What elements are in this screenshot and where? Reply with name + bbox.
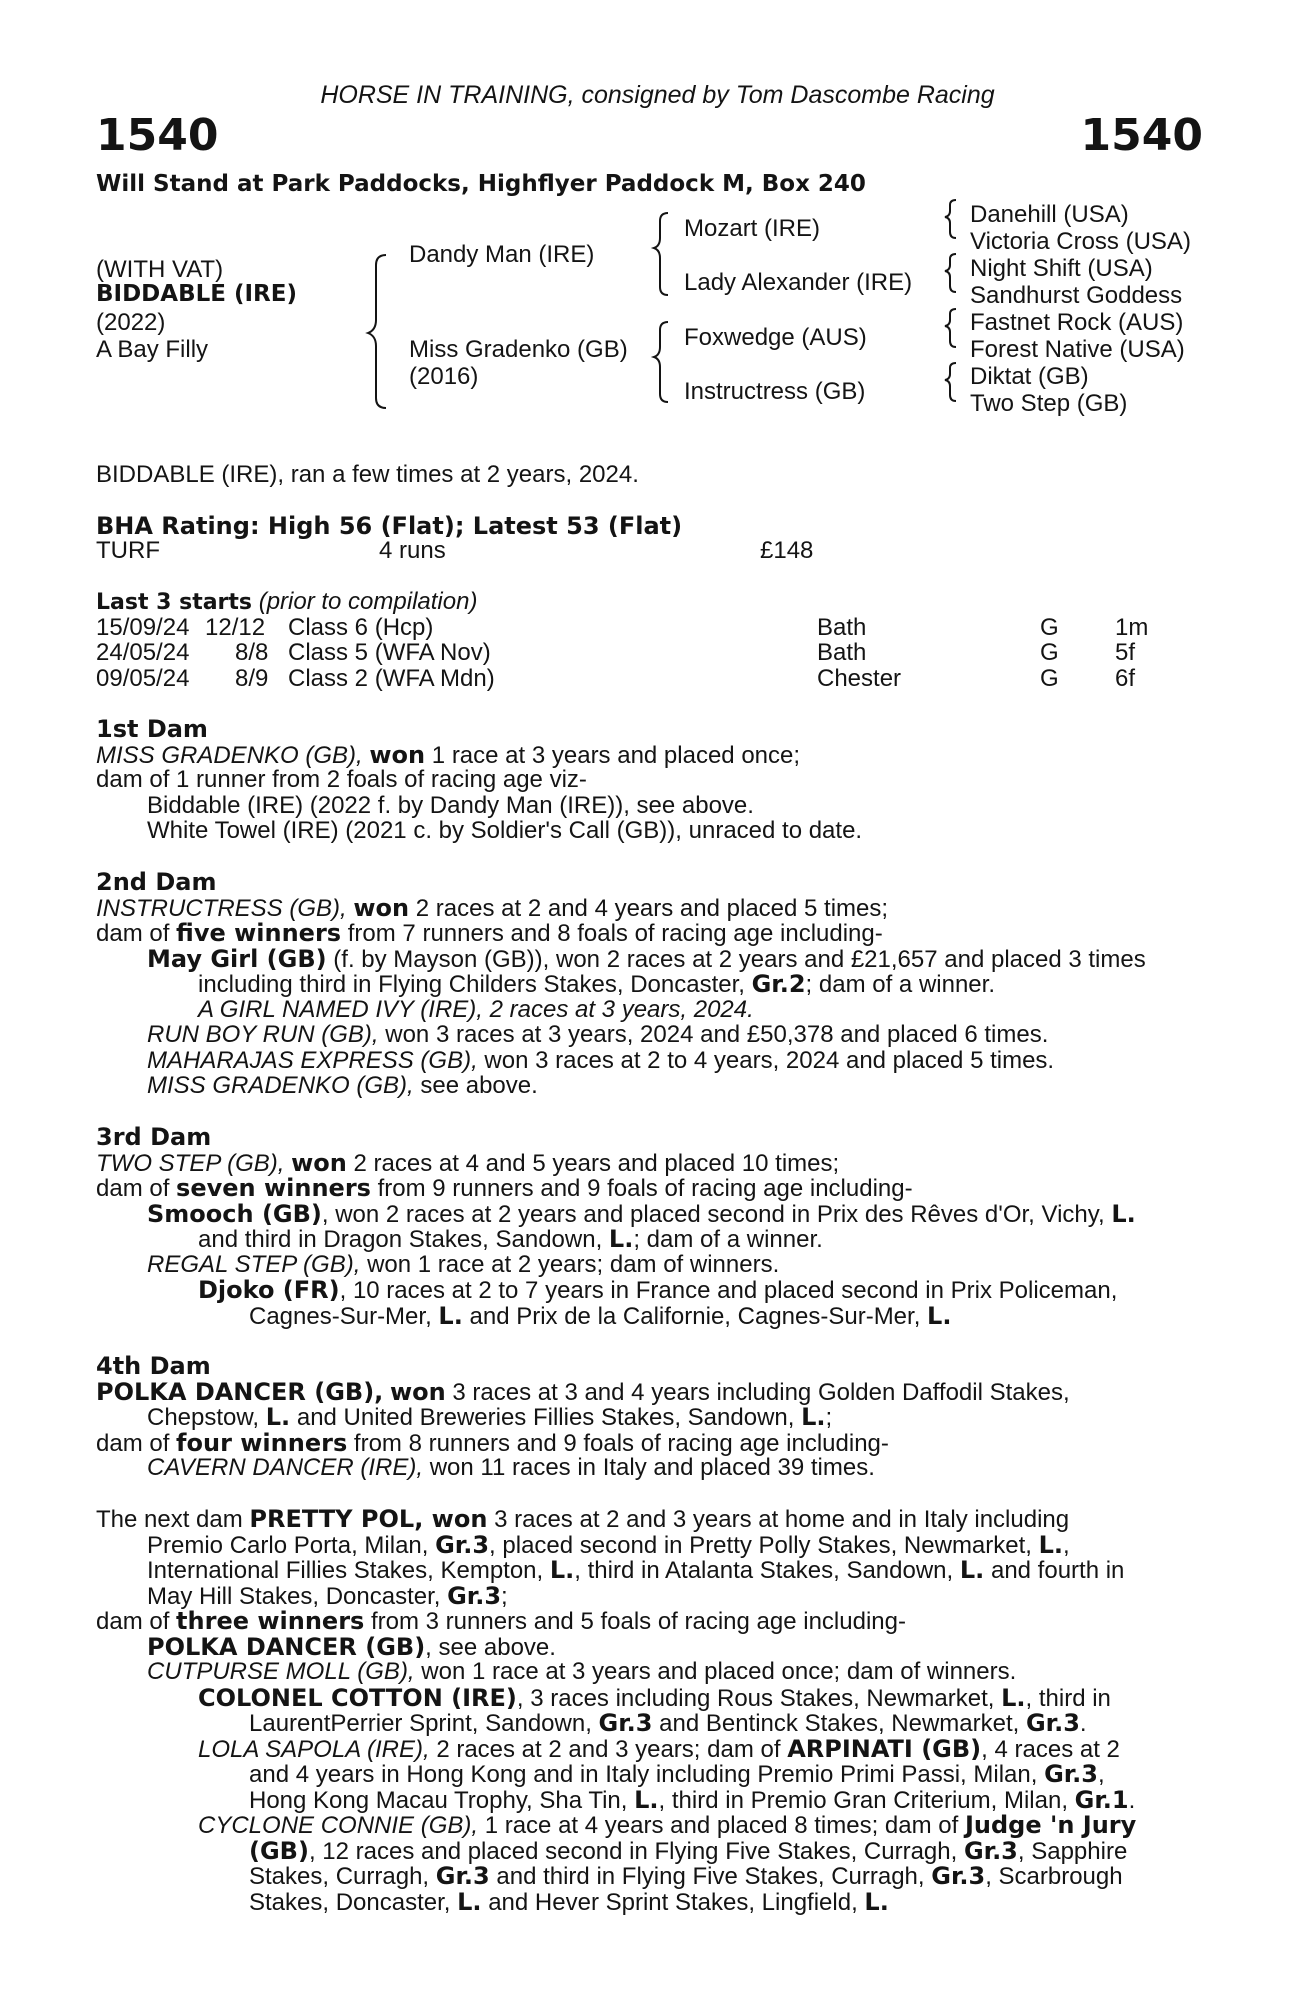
next-dam-grandfoal-cont: (GB), 12 races and placed second in Flying Five Stakes, Curragh, Gr.3, Sapphire <box>249 1837 1128 1865</box>
second-dam-heading: 2nd Dam <box>96 868 217 896</box>
fourth-dam-heading: 4th Dam <box>96 1352 211 1380</box>
pedigree-gg-2: Victoria Cross (USA) <box>970 228 1191 255</box>
pedigree-gg-1: Danehill (USA) <box>970 201 1129 228</box>
pedigree-dam-dam: Instructress (GB) <box>684 378 866 405</box>
pedigree-gg-8: Two Step (GB) <box>970 390 1128 417</box>
pedigree-sire: Dandy Man (IRE) <box>409 241 595 268</box>
next-dam-line: The next dam PRETTY POL, won 3 races at 2 and 3 years at home and in Italy including <box>96 1505 1070 1533</box>
main-brace <box>368 255 386 408</box>
next-dam-line-cont: International Fillies Stakes, Kempton, L., third in Atalanta Stakes, Sandown, L. and fourth in <box>147 1556 1125 1584</box>
pedigree-dam-year: (2016) <box>409 363 479 390</box>
fourth-dam-line-cont: Chepstow, L. and United Breweries Fillies Stakes, Sandown, L.; <box>147 1403 833 1431</box>
dam-brace <box>654 322 668 402</box>
second-dam-foal: MAHARAJAS EXPRESS (GB), won 3 races at 2 to 4 years, 2024 and placed 5 times. <box>147 1047 1055 1074</box>
third-dam-foal-cont: and third in Dragon Stakes, Sandown, L.; dam of a winner. <box>198 1225 823 1253</box>
lot-number-left: 1540 <box>96 110 219 161</box>
pedigree-gg-7: Diktat (GB) <box>970 363 1089 390</box>
next-dam-grandfoal-cont: and 4 years in Hong Kong and in Italy including Premio Primi Passi, Milan, Gr.3, <box>249 1760 1105 1788</box>
fourth-dam-line: POLKA DANCER (GB), won 3 races at 3 and 4 years including Golden Daffodil Stakes, <box>96 1378 1070 1406</box>
second-dam-produce-line: dam of five winners from 7 runners and 8 foals of racing age including- <box>96 919 883 947</box>
first-dam-heading: 1st Dam <box>96 715 208 743</box>
third-dam-grandfoal: Djoko (FR), 10 races at 2 to 7 years in France and placed second in Prix Policeman, <box>198 1276 1118 1304</box>
pedigree-gg-5: Fastnet Rock (AUS) <box>970 309 1184 336</box>
third-dam-foal: REGAL STEP (GB), won 1 race at 2 years; dam of winners. <box>147 1251 780 1278</box>
third-dam-heading: 3rd Dam <box>96 1123 212 1151</box>
second-dam-foal: May Girl (GB) (f. by Mayson (GB)), won 2 races at 2 years and £21,657 and placed 3 times <box>147 945 1146 973</box>
next-dam-grandfoal: LOLA SAPOLA (IRE), 2 races at 2 and 3 years; dam of ARPINATI (GB), 4 races at 2 <box>198 1735 1120 1763</box>
first-dam-foal: White Towel (IRE) (2021 c. by Soldier's Call (GB)), unraced to date. <box>147 817 863 844</box>
race-summary: BIDDABLE (IRE), ran a few times at 2 years, 2024. <box>96 461 639 488</box>
next-dam-grandfoal-cont: LaurentPerrier Sprint, Sandown, Gr.3 and Bentinck Stakes, Newmarket, Gr.3. <box>249 1709 1087 1737</box>
third-dam-grandfoal-cont: Cagnes-Sur-Mer, L. and Prix de la Californie, Cagnes-Sur-Mer, L. <box>249 1302 952 1330</box>
first-dam-line: MISS GRADENKO (GB), won 1 race at 3 years and placed once; <box>96 741 801 769</box>
first-dam-foal: Biddable (IRE) (2022 f. by Dandy Man (IRE)), see above. <box>147 792 754 819</box>
sire-brace <box>654 213 668 295</box>
first-dam-produce-line: dam of 1 runner from 2 foals of racing age viz- <box>96 766 587 793</box>
pedigree-gg-6: Forest Native (USA) <box>970 336 1185 363</box>
rating-earnings: £148 <box>760 537 814 564</box>
fourth-dam-foal: CAVERN DANCER (IRE), won 11 races in Italy and placed 39 times. <box>147 1454 875 1481</box>
next-dam-grandfoal-cont: Stakes, Curragh, Gr.3 and third in Flying Five Stakes, Curragh, Gr.3, Scarbrough <box>249 1862 1123 1890</box>
second-dam-foal: RUN BOY RUN (GB), won 3 races at 3 years, 2024 and £50,378 and placed 6 times. <box>147 1021 1049 1048</box>
pedigree-dam: Miss Gradenko (GB) <box>409 336 628 363</box>
stand-location: Will Stand at Park Paddocks, Highflyer Paddock M, Box 240 <box>96 171 866 197</box>
lot-number-right: 1540 <box>1080 110 1203 161</box>
fourth-dam-produce-line: dam of four winners from 8 runners and 9 foals of racing age including- <box>96 1429 889 1457</box>
pedigree-sire-sire: Mozart (IRE) <box>684 215 821 242</box>
third-dam-line: TWO STEP (GB), won 2 races at 4 and 5 years and placed 10 times; <box>96 1149 840 1177</box>
third-dam-foal: Smooch (GB), won 2 races at 2 years and placed second in Prix des Rêves d'Or, Vichy, L. <box>147 1200 1136 1228</box>
gg-brace-2 <box>945 254 956 292</box>
pedigree-dam-sire: Foxwedge (AUS) <box>684 324 867 351</box>
next-dam-line-cont: Premio Carlo Porta, Milan, Gr.3, placed second in Pretty Polly Stakes, Newmarket, L., <box>147 1531 1070 1559</box>
last-starts-heading: Last 3 starts (prior to compilation) <box>96 588 478 615</box>
pedigree-gg-3: Night Shift (USA) <box>970 255 1153 282</box>
second-dam-grandfoal: A GIRL NAMED IVY (IRE), 2 races at 3 years, 2024. <box>198 996 754 1023</box>
second-dam-foal: MISS GRADENKO (GB), see above. <box>147 1072 538 1099</box>
pedigree-gg-4: Sandhurst Goddess <box>970 282 1183 309</box>
gg-brace-3 <box>945 309 956 347</box>
next-dam-grandfoal: CYCLONE CONNIE (GB), 1 race at 4 years and placed 8 times; dam of Judge 'n Jury <box>198 1811 1137 1839</box>
next-dam-foal: POLKA DANCER (GB), see above. <box>147 1633 556 1661</box>
page-header-title: HORSE IN TRAINING, consigned by Tom Dascombe Racing <box>320 81 995 109</box>
next-dam-foal: CUTPURSE MOLL (GB), won 1 race at 3 years and placed once; dam of winners. <box>147 1658 1017 1685</box>
next-dam-produce-line: dam of three winners from 3 runners and 5 foals of racing age including- <box>96 1607 906 1635</box>
next-dam-line-cont: May Hill Stakes, Doncaster, Gr.3; <box>147 1582 508 1610</box>
next-dam-grandfoal: COLONEL COTTON (IRE), 3 races including Rous Stakes, Newmarket, L., third in <box>198 1684 1111 1712</box>
vat-note: (WITH VAT) <box>96 256 224 283</box>
horse-year: (2022) <box>96 309 166 336</box>
gg-brace-4 <box>945 363 956 401</box>
horse-name: BIDDABLE (IRE) <box>96 281 297 307</box>
next-dam-grandfoal-cont: Stakes, Doncaster, L. and Hever Sprint Stakes, Lingfield, L. <box>249 1888 889 1916</box>
next-dam-grandfoal-cont: Hong Kong Macau Trophy, Sha Tin, L., third in Premio Gran Criterium, Milan, Gr.1. <box>249 1786 1136 1814</box>
third-dam-produce-line: dam of seven winners from 9 runners and 9 foals of racing age including- <box>96 1174 913 1202</box>
second-dam-line: INSTRUCTRESS (GB), won 2 races at 2 and 4 years and placed 5 times; <box>96 894 889 922</box>
rating-runs: 4 runs <box>379 537 446 564</box>
second-dam-foal-cont: including third in Flying Childers Stakes, Doncaster, Gr.2; dam of a winner. <box>198 970 995 998</box>
horse-description: A Bay Filly <box>96 336 209 363</box>
gg-brace-1 <box>945 200 956 238</box>
pedigree-sire-dam: Lady Alexander (IRE) <box>684 269 913 296</box>
rating-surface: TURF <box>96 537 160 564</box>
bha-rating: BHA Rating: High 56 (Flat); Latest 53 (Flat) <box>96 512 683 540</box>
